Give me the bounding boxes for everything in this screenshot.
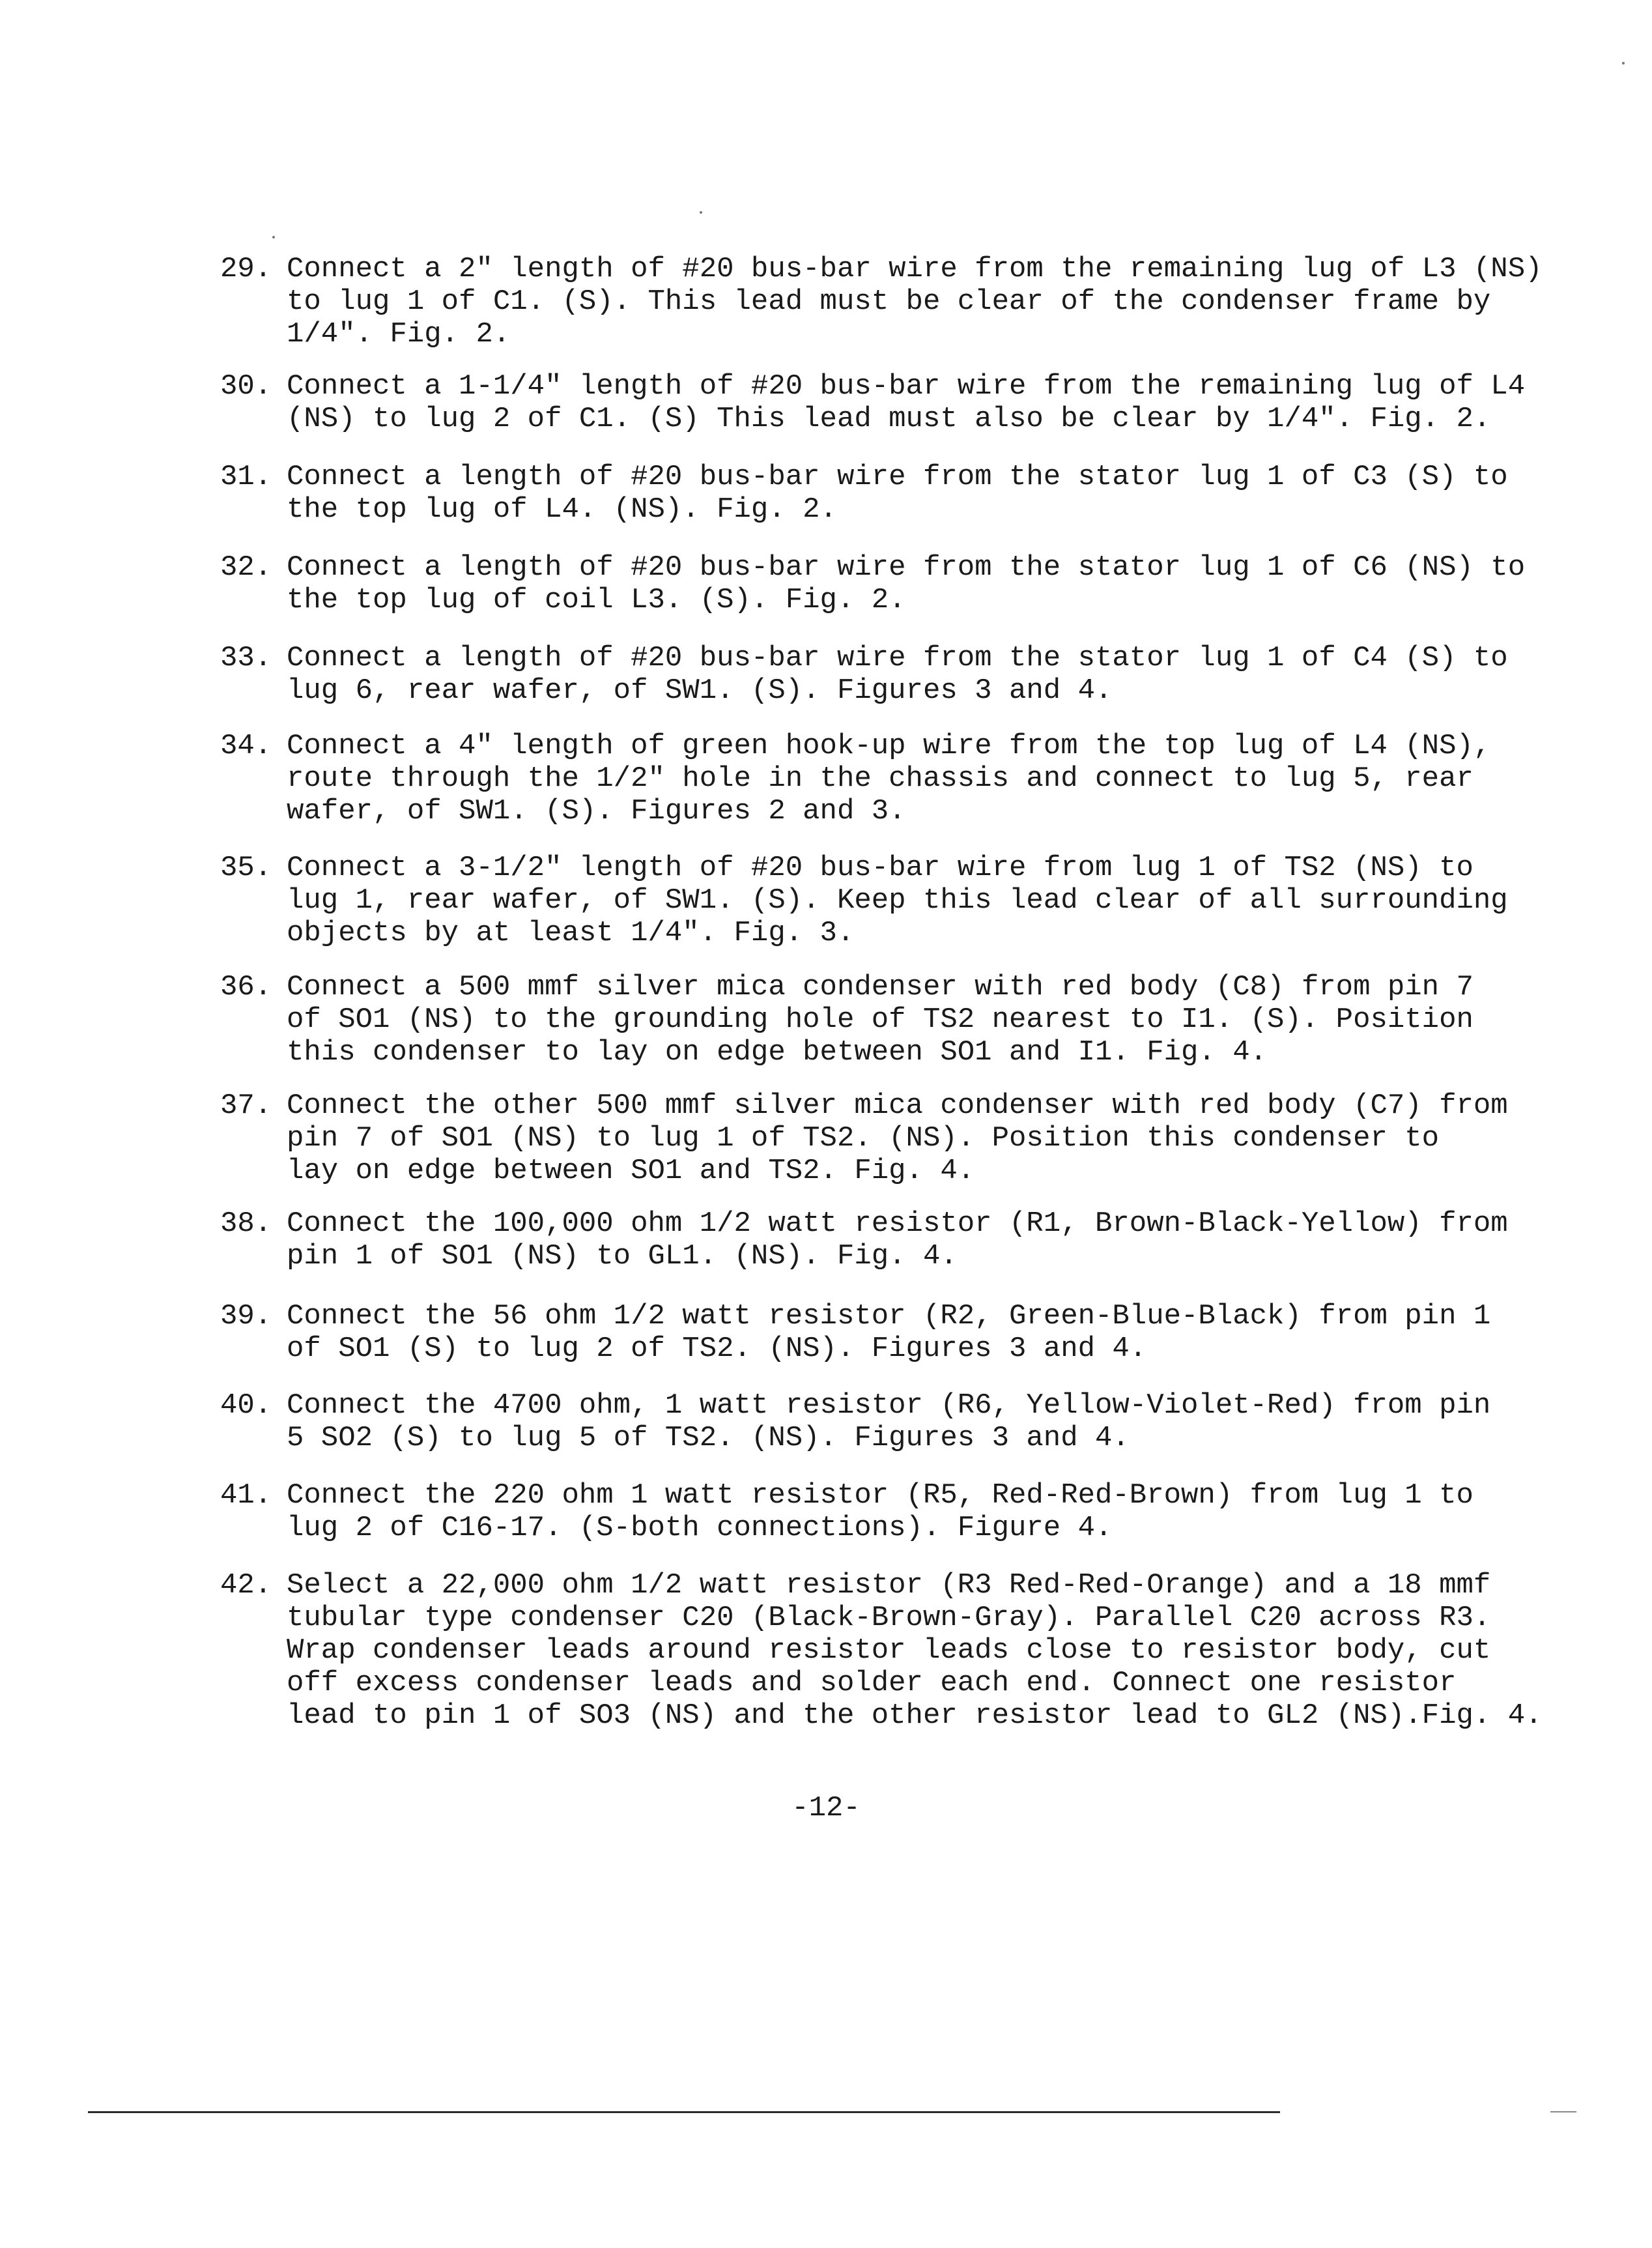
step-line: wafer, of SW1. (S). Figures 2 and 3. [287, 795, 906, 828]
step-text [287, 370, 1525, 435]
step-text [287, 1479, 1474, 1544]
scan-speck [272, 236, 275, 238]
step-line: Connect a length of #20 bus-bar wire from the stator lug 1 of C6 (NS) to [287, 551, 1526, 584]
step-line: Connect a 2" length of #20 bus-bar wire from the remaining lug of L3 (NS) [287, 253, 1543, 285]
step-line: lug 1, rear wafer, of SW1. (S). Keep this lead clear of all surrounding [287, 884, 1508, 917]
step-text [287, 461, 1508, 526]
step-number: 32. [220, 551, 272, 584]
step-line: this condenser to lay on edge between SO1 and I1. Fig. 4. [287, 1036, 1268, 1069]
step-line: Connect a 3-1/2" length of #20 bus-bar wire from lug 1 of TS2 (NS) to [287, 852, 1474, 884]
step-text [287, 642, 1508, 707]
step-number: 29. [220, 253, 272, 285]
step-line: Wrap condenser leads around resistor leads close to resistor body, cut [287, 1634, 1491, 1667]
step-text [287, 1389, 1490, 1454]
step-text [287, 1089, 1508, 1187]
step-number: 38. [220, 1207, 272, 1240]
step-line: lug 2 of C16-17. (S-both connections). Figure 4. [287, 1512, 1113, 1544]
step-text [287, 971, 1474, 1069]
step-number: 41. [220, 1479, 272, 1512]
step-line: 5 SO2 (S) to lug 5 of TS2. (NS). Figures 3 and 4. [287, 1422, 1130, 1454]
step-text [287, 253, 1543, 351]
step-line: tubular type condenser C20 (Black-Brown-Gray). Parallel C20 across R3. [287, 1602, 1491, 1634]
step-number: 33. [220, 642, 272, 674]
step-number: 40. [220, 1389, 272, 1422]
page-number: -12- [791, 1792, 861, 1824]
step-line: the top lug of L4. (NS). Fig. 2. [287, 493, 837, 526]
step-line: Connect the 100,000 ohm 1/2 watt resistor (R1, Brown-Black-Yellow) from [287, 1207, 1508, 1240]
step-text [287, 730, 1490, 828]
footer-rule [88, 2111, 1280, 2113]
step-line: lug 6, rear wafer, of SW1. (S). Figures 3 and 4. [287, 674, 1113, 707]
step-text [287, 551, 1525, 616]
step-text [287, 852, 1508, 949]
step-line: Select a 22,000 ohm 1/2 watt resistor (R3 Red-Red-Orange) and a 18 mmf [287, 1569, 1491, 1602]
step-line: pin 7 of SO1 (NS) to lug 1 of TS2. (NS). Position this condenser to [287, 1122, 1440, 1155]
step-line: pin 1 of SO1 (NS) to GL1. (NS). Fig. 4. [287, 1240, 958, 1273]
step-text [287, 1207, 1508, 1273]
footer-rule-fragment [1550, 2111, 1576, 2112]
step-line: Connect the other 500 mmf silver mica condenser with red body (C7) from [287, 1089, 1508, 1122]
step-line: of SO1 (NS) to the grounding hole of TS2 nearest to I1. (S). Position [287, 1003, 1474, 1036]
step-number: 36. [220, 971, 272, 1003]
step-number: 34. [220, 730, 272, 762]
step-line: lead to pin 1 of SO3 (NS) and the other resistor lead to GL2 (NS).Fig. 4. [287, 1699, 1543, 1732]
step-line: Connect a 4" length of green hook-up wire from the top lug of L4 (NS), [287, 730, 1491, 762]
step-number: 30. [220, 370, 272, 403]
step-line: the top lug of coil L3. (S). Fig. 2. [287, 584, 906, 616]
scan-speck [700, 211, 702, 214]
step-number: 42. [220, 1569, 272, 1602]
step-line: (NS) to lug 2 of C1. (S) This lead must also be clear by 1/4". Fig. 2. [287, 403, 1491, 435]
step-line: Connect a length of #20 bus-bar wire from the stator lug 1 of C3 (S) to [287, 461, 1508, 493]
step-line: Connect a 500 mmf silver mica condenser with red body (C8) from pin 7 [287, 971, 1474, 1003]
scan-speck [1622, 62, 1625, 65]
step-line: Connect a 1-1/4" length of #20 bus-bar wire from the remaining lug of L4 [287, 370, 1526, 403]
step-line: 1/4". Fig. 2. [287, 318, 511, 351]
step-text [287, 1569, 1543, 1732]
step-number: 39. [220, 1300, 272, 1333]
step-number: 31. [220, 461, 272, 493]
step-line: Connect the 220 ohm 1 watt resistor (R5, Red-Red-Brown) from lug 1 to [287, 1479, 1474, 1512]
step-line: objects by at least 1/4". Fig. 3. [287, 917, 855, 949]
step-line: off excess condenser leads and solder each end. Connect one resistor [287, 1667, 1457, 1699]
step-number: 35. [220, 852, 272, 884]
step-number: 37. [220, 1089, 272, 1122]
step-line: Connect the 56 ohm 1/2 watt resistor (R2, Green-Blue-Black) from pin 1 [287, 1300, 1491, 1333]
step-line: Connect a length of #20 bus-bar wire from the stator lug 1 of C4 (S) to [287, 642, 1508, 674]
step-text [287, 1300, 1490, 1365]
step-line: route through the 1/2" hole in the chassis and connect to lug 5, rear [287, 762, 1474, 795]
step-line: lay on edge between SO1 and TS2. Fig. 4. [287, 1155, 975, 1187]
step-line: to lug 1 of C1. (S). This lead must be clear of the condenser frame by [287, 285, 1491, 318]
step-line: of SO1 (S) to lug 2 of TS2. (NS). Figures 3 and 4. [287, 1333, 1147, 1365]
step-line: Connect the 4700 ohm, 1 watt resistor (R6, Yellow-Violet-Red) from pin [287, 1389, 1491, 1422]
